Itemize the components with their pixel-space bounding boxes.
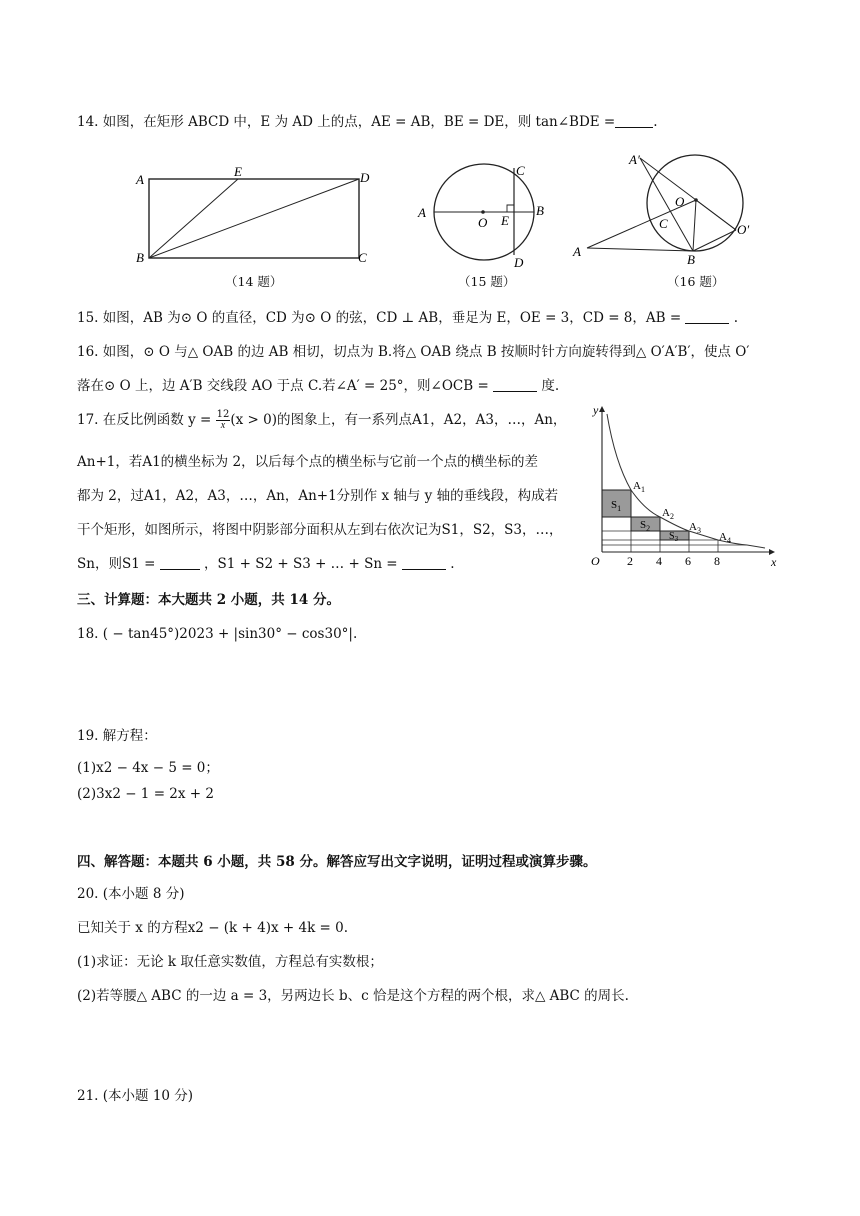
label-A: A [573,244,581,259]
label-A-prime: A′ [629,152,640,167]
question-19: 19. 解方程： [77,728,157,744]
label-C: C [659,216,668,231]
label-E: E [234,164,242,179]
label-S2: $S_2$ [640,519,651,533]
section-4-heading: 四、解答题：本题共 6 小题，共 58 分。解答应写出文字说明，证明过程或演算步骤。 [77,854,597,870]
label-E: E [501,213,509,228]
question-17-line-2: An+1，若A1的横坐标为 2，以后每个点的横坐标与它前一个点的横坐标的差 [77,454,539,470]
answer-blank [685,309,729,324]
figure-16 [565,148,765,268]
tick-6: 6 [685,554,691,568]
question-15: 15. 如图，AB 为⊙ O 的直径，CD 为⊙ O 的弦，CD ⊥ AB，垂足为 E，OE = 3，CD = 8，AB = . [77,310,739,326]
question-17-line-5: Sn，则S1 = ，S1 + S2 + S3 + … + Sn = . [77,556,455,572]
answer-blank [160,555,200,570]
question-16-line-1: 16. 如图，⊙ O 与△ OAB 的边 AB 相切，切点为 B.将△ OAB 绕点 B 按顺时针方向旋转得到△ O′A′B′，使点 O′ [77,344,750,360]
question-17-line-3: 都为 2，过A1，A2，A3，…，An，An+1分别作 x 轴与 y 轴的垂线段，构成若 [77,488,559,504]
label-A: A [136,172,144,187]
question-20-header: 20. (本小题 8 分) [77,886,185,902]
figure-14 [130,160,380,290]
caption-14: （14 题） [225,274,283,289]
question-18-expression: ( − tan45°)2023 + |sin30° − cos30°|. [102,626,358,642]
label-B: B [536,203,544,218]
label-A1: $A_1$ [633,480,645,494]
label-S1: $S_1$ [611,499,622,513]
section-3-heading: 三、计算题：本大题共 2 小题，共 14 分。 [77,592,340,608]
label-B: B [687,252,695,267]
question-20-part-2: (2)若等腰△ ABC 的一边 a = 3，另两边长 b、c 恰是这个方程的两个根，求△ ABC 的周长. [77,988,629,1004]
tick-2: 2 [627,554,633,568]
question-15-text: 如图，AB 为⊙ O 的直径，CD 为⊙ O 的弦，CD ⊥ AB，垂足为 E，OE = 3，CD = 8，AB = [102,310,682,326]
label-D: D [360,170,370,185]
label-A4: $A_4$ [719,531,731,545]
question-20-part-1: (1)求证：无论 k 取任意实数值，方程总有实数根； [77,954,383,970]
label-A: A [418,205,426,220]
answer-blank [493,377,537,392]
axis-label-y: y [593,403,599,417]
label-O: O [675,194,685,209]
tick-4: 4 [656,554,662,568]
question-16-line-2: 落在⊙ O 上，边 A′B 交线段 AO 于点 C.若∠A′ = 25°，则∠OCB = 度. [77,378,560,394]
question-19-part-1: (1)x2 − 4x − 5 = 0； [77,760,219,776]
label-B: B [136,250,144,265]
answer-blank [615,113,653,128]
figure-17 [585,402,785,572]
label-C: C [516,163,525,178]
label-A3: $A_3$ [689,521,701,535]
question-18: 18. ( − tan45°)2023 + |sin30° − cos30°|. [77,626,358,642]
question-19-part-2: (2)3x2 − 1 = 2x + 2 [77,786,214,802]
question-17-line-1: 17. 在反比例函数 y = $\frac{12}{x}$ (x > 0)的图象上，有一系列点A1，A2，A3，…，An， [77,409,567,431]
caption-15: （15 题） [458,274,516,289]
axis-label-x: x [771,555,777,569]
question-20-stem: 已知关于 x 的方程x2 − (k + 4)x + 4k = 0. [77,920,349,936]
origin-label: O [591,554,600,568]
label-C: C [358,250,367,265]
question-17-line-4: 干个矩形，如图所示，将图中阴影部分面积从左到右依次记为S1，S2，S3，…， [77,522,563,538]
question-21-header: 21. (本小题 10 分) [77,1088,194,1104]
fraction: $\frac{12}{x}$ [216,409,230,431]
figure-15 [410,155,555,270]
question-14-text: 如图，在矩形 ABCD 中，E 为 AD 上的点，AE = AB，BE = DE，则 tan∠BDE = [102,114,616,130]
label-A2: $A_2$ [662,507,674,521]
label-O-prime: O′ [737,222,750,237]
label-S3: $S_3$ [669,531,679,543]
question-14: 14. 如图，在矩形 ABCD 中，E 为 AD 上的点，AE = AB，BE = DE，则 tan∠BDE = . [77,114,658,130]
caption-16: （16 题） [667,274,725,289]
answer-blank [402,555,446,570]
tick-8: 8 [714,554,720,568]
label-O: O [478,215,488,230]
label-D: D [514,255,524,270]
